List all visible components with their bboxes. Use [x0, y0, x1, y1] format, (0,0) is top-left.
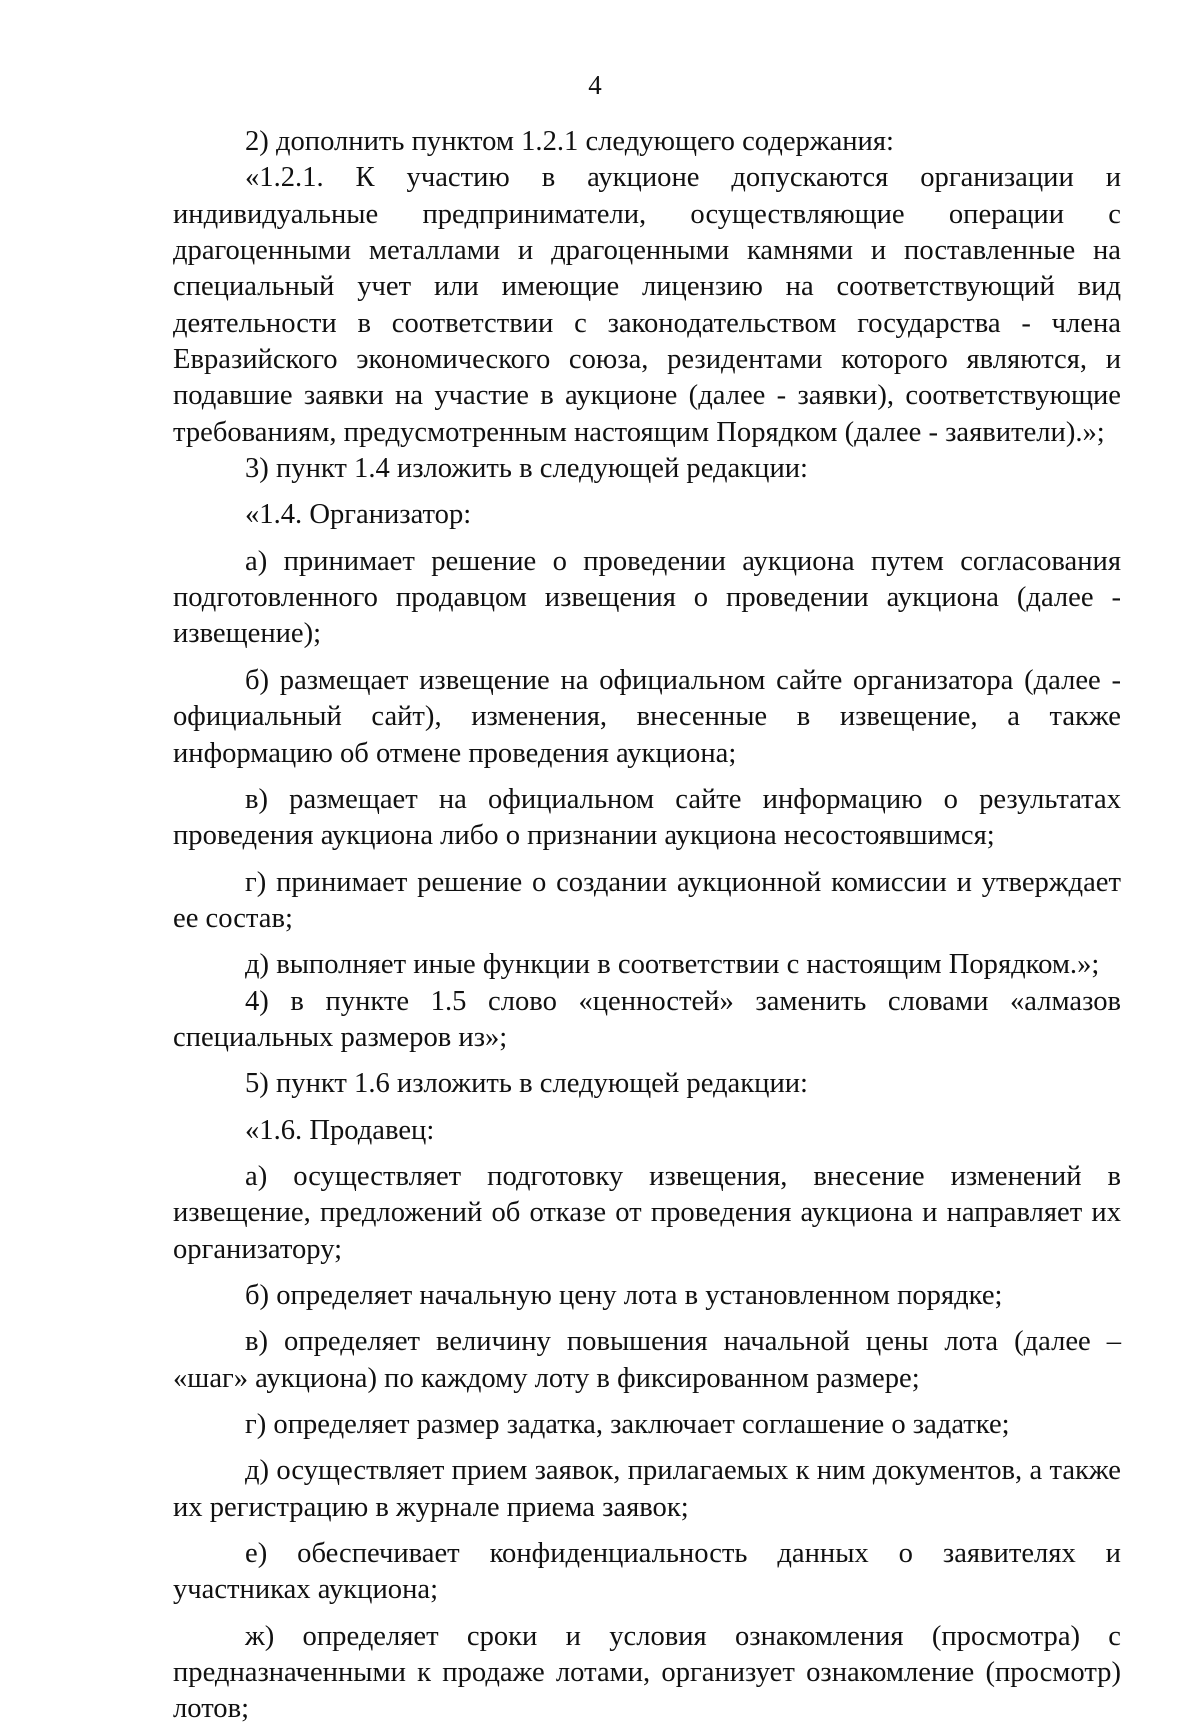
- paragraph-clause-1-4-b: б) размещает извещение на официальном сайте организатора (далее - официальный сайт), изменения, внесенные в извещение, а также информацию об отмене проведения аукциона;: [173, 664, 1121, 769]
- paragraph-clause-1-4-heading: «1.4. Организатор:: [245, 499, 472, 531]
- paragraph-clause-1-6-d: д) осуществляет прием заявок, прилагаемых к ним документов, а также их регистрацию в журнале приема заявок;: [173, 1455, 1121, 1523]
- paragraph-item-5: 5) пункт 1.6 изложить в следующей редакции:: [245, 1068, 808, 1100]
- paragraph-item-4: 4) в пункте 1.5 слово «ценностей» заменить словами «алмазов специальных размеров из»;: [173, 985, 1121, 1053]
- paragraph-clause-1-6-g: г) определяет размер задатка, заключает соглашение о задатке;: [245, 1409, 1010, 1440]
- paragraph-clause-1-2-1: «1.2.1. К участию в аукционе допускаются организации и индивидуальные предприниматели, осуществляющие операции с драгоценными металлами и драгоценными камнями и поставленные на специальный учет или имеющие лицензию на соответствующий вид деятельности в соответствии с законодательством государства - члена Евразийского экономического союза, резидентами которого являются, и подавшие заявки на участие в аукционе (далее - заявки), соответствующие требованиям, предусмотренным настоящим Порядком (далее - заявители).»;: [173, 162, 1121, 448]
- paragraph-clause-1-4-v: в) размещает на официальном сайте информацию о результатах проведения аукциона либо о признании аукциона несостоявшимся;: [173, 783, 1121, 852]
- paragraph-clause-1-4-a: а) принимает решение о проведении аукциона путем согласования подготовленного продавцом извещения о проведении аукциона (далее - извещение);: [173, 545, 1121, 650]
- paragraph-clause-1-6-a: а) осуществляет подготовку извещения, внесение изменений в извещение, предложений об отказе от проведения аукциона и направляет их организатору;: [173, 1160, 1121, 1265]
- paragraph-clause-1-4-d: д) выполняет иные функции в соответствии с настоящим Порядком.»;: [245, 949, 1100, 981]
- paragraph-clause-1-6-v: в) определяет величину повышения начальной цены лота (далее – «шаг» аукциона) по каждому лоту в фиксированном размере;: [173, 1326, 1121, 1394]
- paragraph-item-3: 3) пункт 1.4 изложить в следующей редакции:: [245, 453, 808, 485]
- paragraph-item-2: 2) дополнить пунктом 1.2.1 следующего содержания:: [245, 126, 894, 157]
- paragraph-clause-1-6-b: б) определяет начальную цену лота в установленном порядке;: [245, 1279, 1003, 1311]
- paragraph-clause-1-6-zh: ж) определяет сроки и условия ознакомления (просмотра) с предназначенными к продаже лотами, организует ознакомление (просмотр) лотов;: [173, 1620, 1121, 1725]
- document-body: [173, 124, 1121, 1728]
- paragraph-clause-1-6-e: е) обеспечивает конфиденциальность данных о заявителях и участниках аукциона;: [173, 1538, 1121, 1606]
- paragraph-clause-1-6-heading: «1.6. Продавец:: [245, 1114, 435, 1146]
- paragraph-clause-1-4-g: г) принимает решение о создании аукционной комиссии и утверждает ее состав;: [173, 866, 1121, 934]
- page-number: 4: [588, 70, 602, 100]
